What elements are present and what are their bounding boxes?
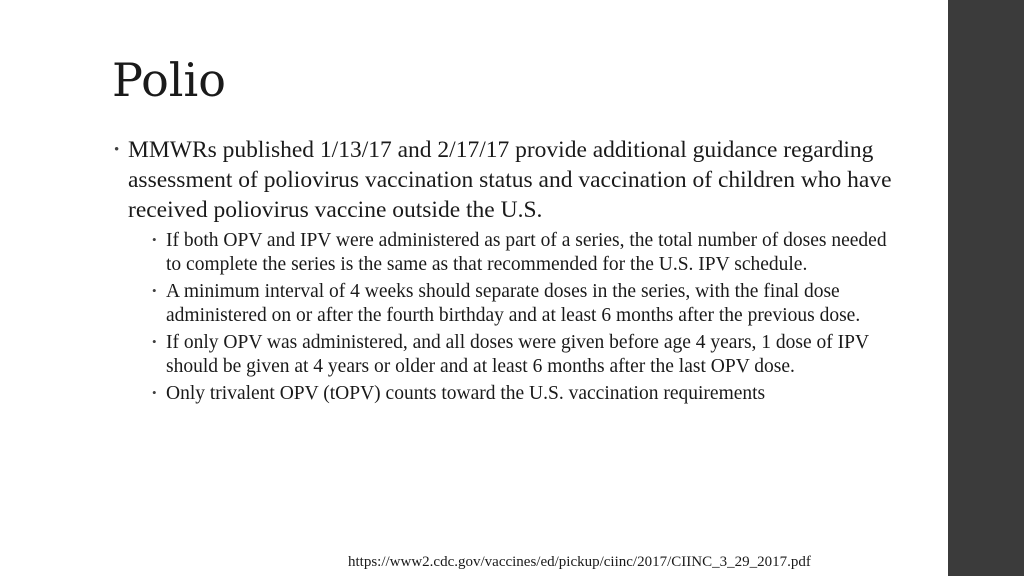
sub-bullet bbox=[152, 229, 896, 276]
sub-bullet bbox=[152, 382, 896, 406]
sub-bullet-dot-icon: • bbox=[152, 232, 157, 247]
sub-bullet-dot-icon: • bbox=[152, 283, 157, 298]
sub-bullet-text: A minimum interval of 4 weeks should separate doses in the series, with the final dose administered on or after the fourth birthday and at least 6 months after the previous dose. bbox=[166, 281, 861, 326]
sub-bullet-text: If both OPV and IPV were administered as part of a series, the total number of doses needed to complete the series is the same as that recommended for the U.S. IPV schedule. bbox=[166, 230, 887, 275]
decorative-side-bar bbox=[948, 0, 1024, 576]
source-link[interactable]: https://www2.cdc.gov/vaccines/ed/pickup/ciinc/2017/CIINC_3_29_2017.pdf bbox=[348, 554, 811, 570]
sub-bullet-dot-icon: • bbox=[152, 334, 157, 349]
main-bullet bbox=[112, 135, 892, 225]
main-bullet-text: MMWRs published 1/13/17 and 2/17/17 provide additional guidance regarding assessment of poliovirus vaccination status and vaccination of children who have received poliovirus vaccine outside the U.S. bbox=[128, 137, 892, 223]
sub-bullet-text: Only trivalent OPV (tOPV) counts toward the U.S. vaccination requirements bbox=[166, 383, 766, 404]
slide-title: Polio bbox=[112, 53, 226, 107]
sub-bullet-text: If only OPV was administered, and all doses were given before age 4 years, 1 dose of IPV should be given at 4 years or older and at least 6 months after the last OPV dose. bbox=[166, 332, 869, 377]
sub-bullet-list bbox=[112, 229, 892, 406]
sub-bullet bbox=[152, 331, 896, 378]
sub-bullet-dot-icon: • bbox=[152, 385, 157, 400]
sub-bullet bbox=[152, 280, 896, 327]
bullet-dot-icon: • bbox=[114, 142, 120, 158]
slide-content bbox=[112, 135, 892, 410]
